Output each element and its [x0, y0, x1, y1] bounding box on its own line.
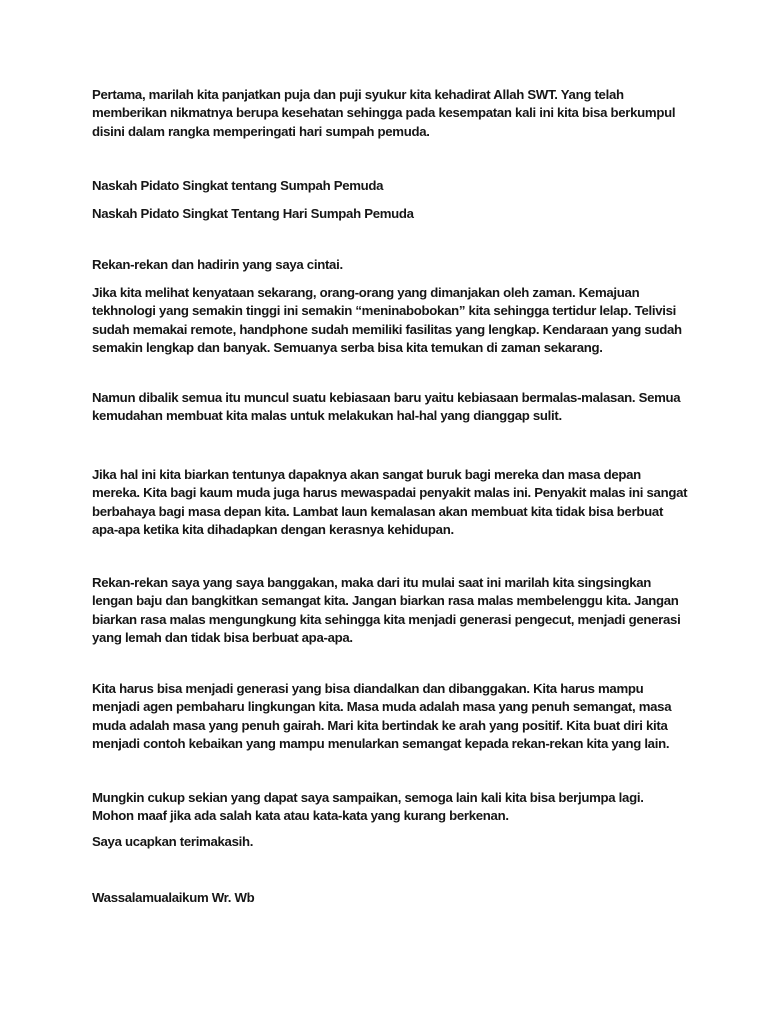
thanks-line: Saya ucapkan terimakasih.	[92, 834, 254, 849]
paragraph-warning: Jika hal ini kita biarkan tentunya dapaknya akan sangat buruk bagi mereka dan masa depan mereka. Kita bagi kaum muda juga harus mewaspadai penyakit malas ini. Penyakit malas ini sangat berbahaya bagi masa depan kita. Lambat laun kemalasan akan membuat kita tidak bisa berbuat apa-apa ketika kita dihadapkan dengan kerasnya kehidupan.	[92, 467, 688, 538]
paragraph-call-to-action: Rekan-rekan saya yang saya banggakan, maka dari itu mulai saat ini marilah kita singsingkan lengan baju dan bangkitkan semangat kita. Jangan biarkan rasa malas membelenggu kita. Jangan biarkan rasa malas mengungkung kita sehingga kita menjadi generasi pengecut, menjadi generasi yang lemah dan tidak bisa berbuat apa-apa.	[92, 575, 681, 646]
closing-salam: Wassalamualaikum Wr. Wb	[92, 890, 255, 905]
paragraph-opening: Pertama, marilah kita panjatkan puja dan puji syukur kita kehadirat Allah SWT. Yang telah memberikan nikmatnya berupa kesehatan sehingga pada kesempatan kali ini kita bisa berkumpul disini dalam rangka memperingati hari sumpah pemuda.	[92, 87, 676, 139]
document-title-line-2: Naskah Pidato Singkat Tentang Hari Sumpah Pemuda	[92, 206, 414, 221]
paragraph-closing: Mungkin cukup sekian yang dapat saya sampaikan, semoga lain kali kita bisa berjumpa lagi. Mohon maaf jika ada salah kata atau kata-kata yang kurang berkenan.	[92, 790, 644, 824]
paragraph-technology: Jika kita melihat kenyataan sekarang, orang-orang yang dimanjakan oleh zaman. Kemajuan tekhnologi yang semakin tinggi ini semakin “meninabobokan” kita sehingga tertidur lelap. Telivisi sudah memakai remote, handphone sudah memiliki fasilitas yang lengkap. Kendaraan yang sudah semakin lengkap dan banyak. Semuanya serba bisa kita temukan di zaman sekarang.	[92, 285, 682, 356]
salutation-line: Rekan-rekan dan hadirin yang saya cintai.	[92, 257, 343, 272]
paragraph-generation: Kita harus bisa menjadi generasi yang bisa diandalkan dan dibanggakan. Kita harus mampu menjadi agen pembaharu lingkungan kita. Masa muda adalah masa yang penuh semangat, masa muda adalah masa yang penuh gairah. Mari kita bertindak ke arah yang positif. Kita buat diri kita menjadi contoh kebaikan yang mampu menularkan semangat kepada rekan-rekan kita yang lain.	[92, 681, 672, 752]
document-title-line-1: Naskah Pidato Singkat tentang Sumpah Pemuda	[92, 178, 384, 193]
paragraph-lazy-habit: Namun dibalik semua itu muncul suatu kebiasaan baru yaitu kebiasaan bermalas-malasan. Semua kemudahan membuat kita malas untuk melakukan hal-hal yang dianggap sulit.	[92, 390, 681, 424]
